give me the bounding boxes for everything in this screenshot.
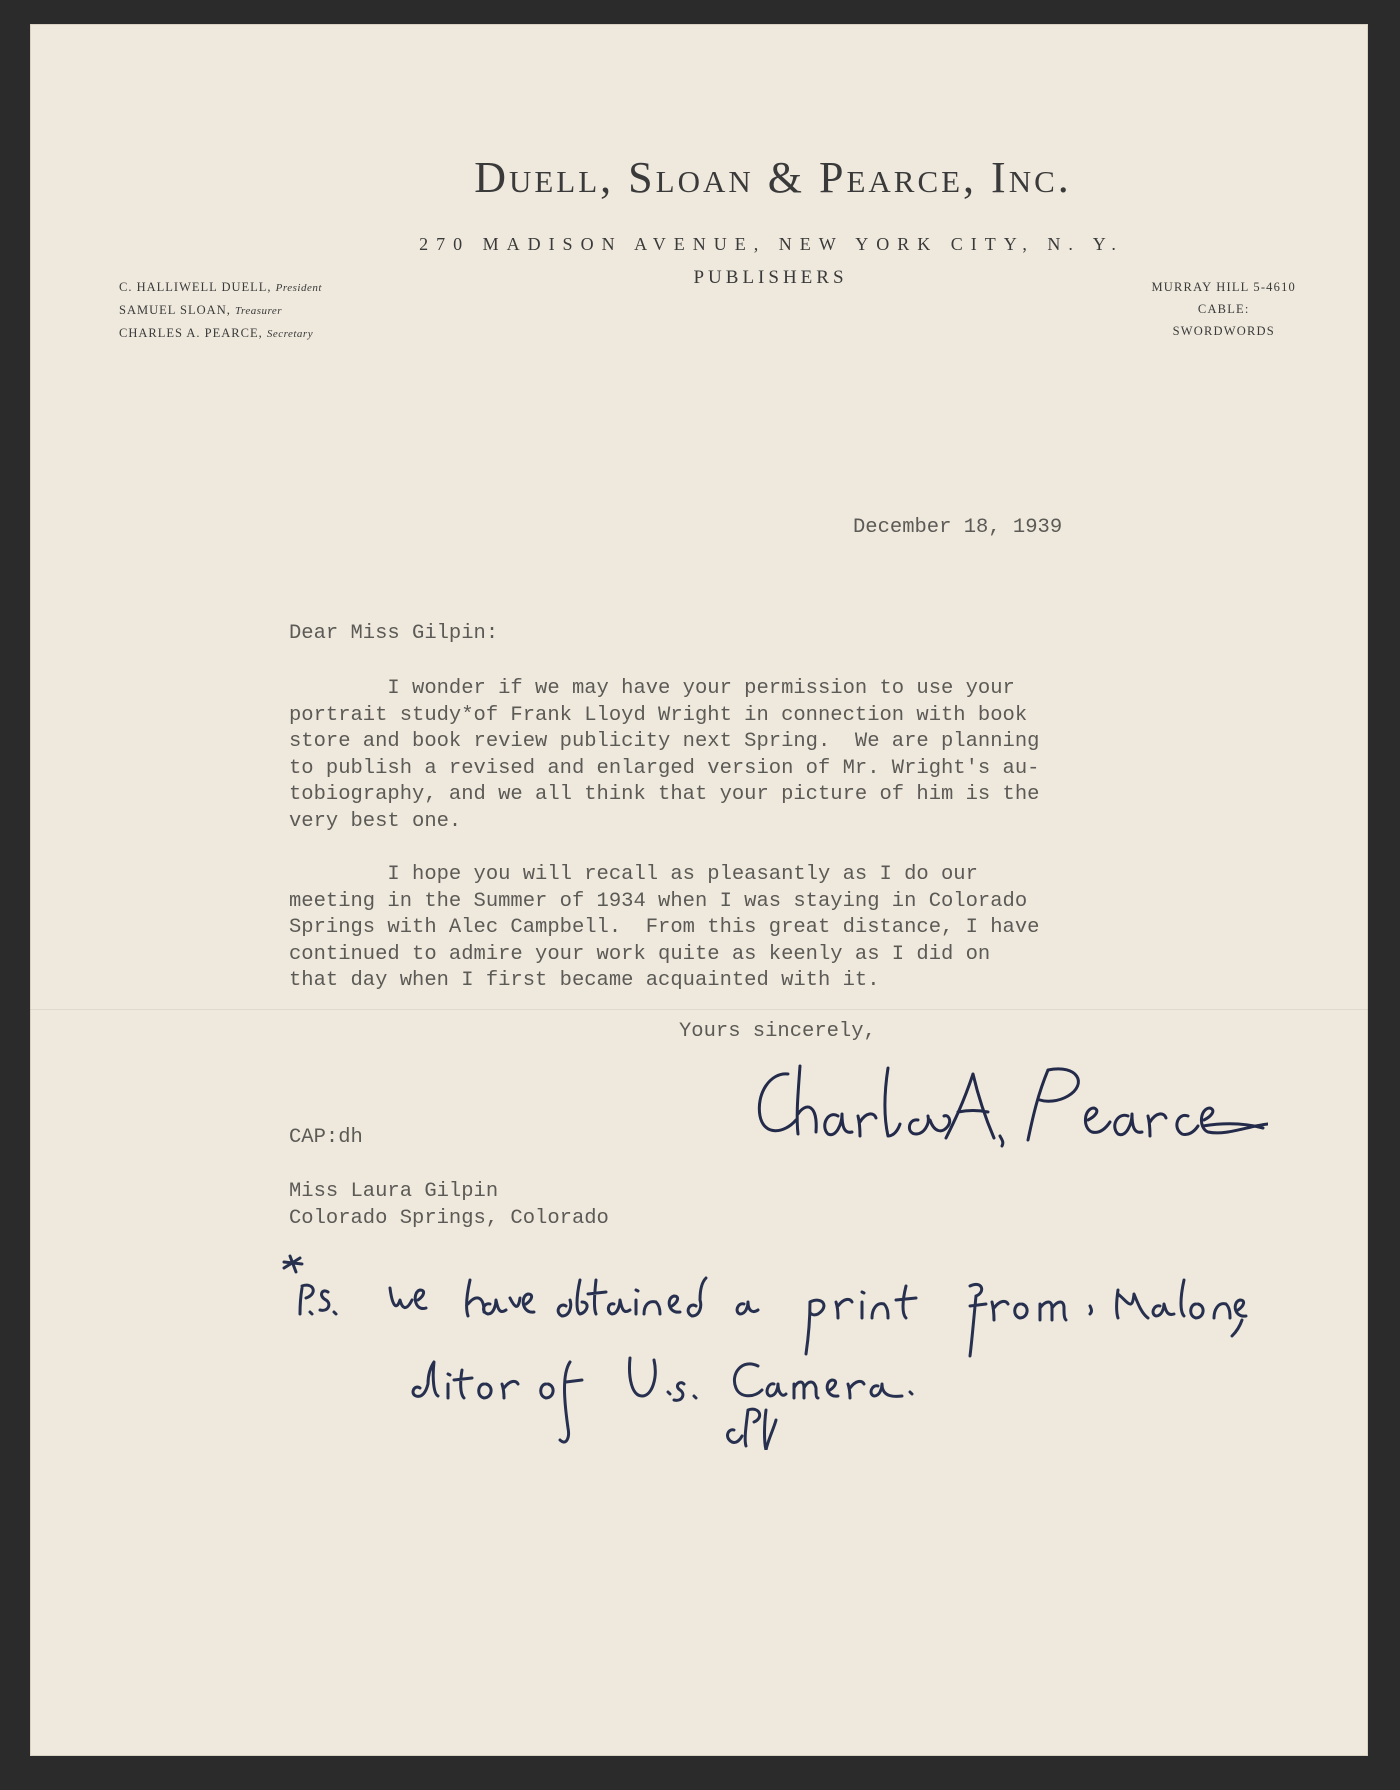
handwritten-signature [748, 1054, 1268, 1174]
addressee-location: Colorado Springs, Colorado [289, 1207, 609, 1230]
officer-entry: SAMUEL SLOAN, Treasurer [119, 303, 283, 317]
handwritten-postscript [270, 1250, 1250, 1450]
addressee-name: Miss Laura Gilpin [289, 1180, 499, 1203]
letterhead-tagline: PUBLISHERS [693, 267, 848, 288]
body-paragraph-1: I wonder if we may have your permission to use your portrait study*of Frank Lloyd Wright in connection with book store and book review publicity next Spring. We are planning to publish a revised and enlarged version of Mr. Wright's au- tobiography, and we all think that your picture of him is the very best one. [289, 677, 1040, 833]
officer-entry: C. HALLIWELL DUELL, President [119, 280, 322, 294]
reference-initials: CAP:dh [289, 1126, 363, 1149]
cable-label: CABLE: [1197, 302, 1250, 316]
phone-number: MURRAY HILL 5-4610 [1151, 280, 1296, 294]
letter-date: December 18, 1939 [853, 516, 1063, 539]
addressee-block [289, 1178, 609, 1232]
cable-address: SWORDWORDS [1172, 324, 1275, 338]
letterhead-address: 270 MADISON AVENUE, NEW YORK CITY, N. Y. [419, 234, 1124, 254]
letterhead-company: Duell, Sloan & Pearce, Inc. [474, 153, 1072, 202]
contact-info [1151, 276, 1296, 342]
letter-sheet [30, 24, 1368, 1756]
officers-list [119, 276, 322, 345]
salutation: Dear Miss Gilpin: [289, 622, 499, 645]
officer-entry: CHARLES A. PEARCE, Secretary [119, 326, 314, 340]
body-paragraph-2: I hope you will recall as pleasantly as I do our meeting in the Summer of 1934 when I was staying in Colorado Springs with Alec Campbell. From this great distance, I have continued to admire your work quite as keenly as I did on that day when I first became acquainted with it. [289, 863, 1040, 992]
paper-fold [30, 1009, 1368, 1010]
closing: Yours sincerely, [679, 1020, 876, 1043]
